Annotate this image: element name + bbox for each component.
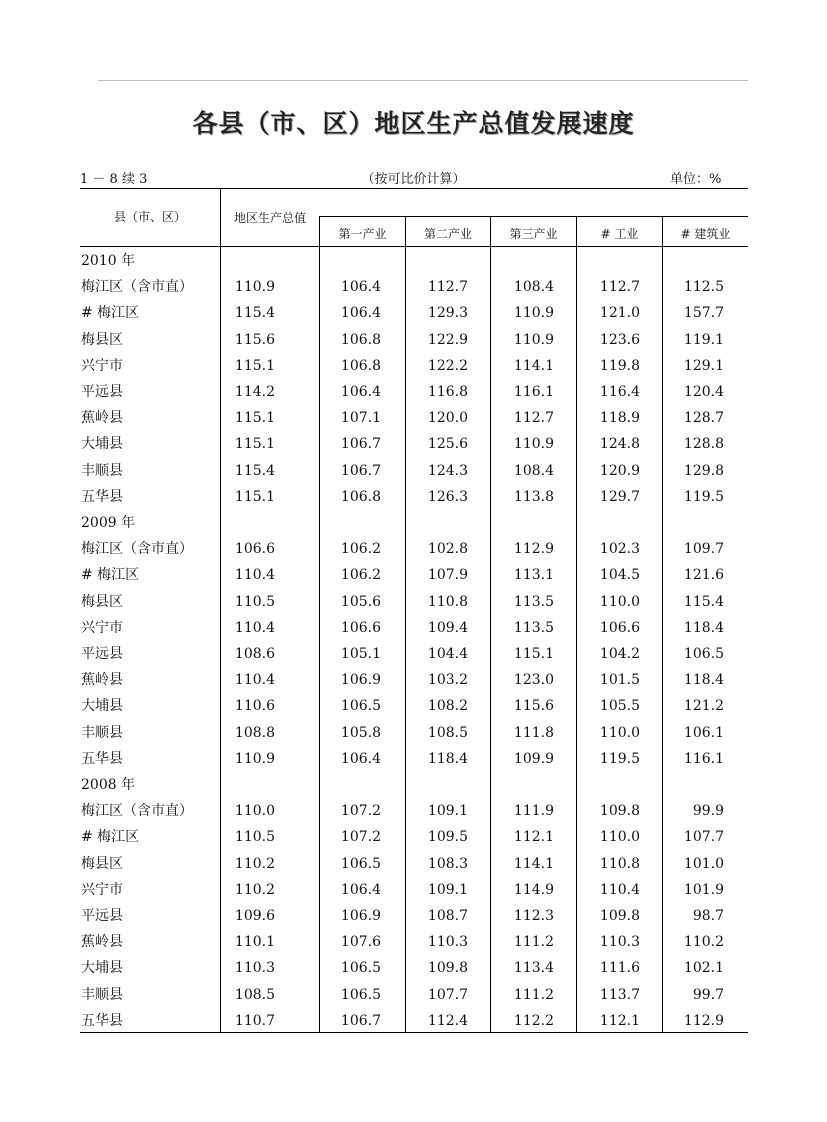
row-label: 蕉岭县 bbox=[81, 934, 123, 951]
value-cell: 115.6 bbox=[513, 698, 554, 715]
value-cell: 112.2 bbox=[513, 1012, 554, 1029]
value-cell: 110.9 bbox=[234, 279, 275, 296]
value-cell bbox=[406, 248, 468, 274]
value-cell: 110.0 bbox=[234, 803, 275, 820]
value-cell: 115.1 bbox=[513, 646, 554, 662]
value-cell: 110.9 bbox=[513, 305, 554, 322]
row-label: 梅江区（含市直） bbox=[81, 803, 193, 820]
value-cell: 114.9 bbox=[513, 881, 554, 898]
row-label: 2008 年 bbox=[81, 777, 136, 793]
value-cell: 102.1 bbox=[683, 960, 724, 977]
value-cell: 109.5 bbox=[427, 829, 468, 846]
value-cell: 112.9 bbox=[683, 1012, 724, 1029]
value-cell: 129.7 bbox=[599, 488, 640, 505]
value-cell: 115.6 bbox=[234, 331, 275, 348]
header-tertiary: 第三产业 bbox=[509, 227, 558, 241]
value-cell: 110.2 bbox=[234, 881, 275, 898]
value-cell: 108.5 bbox=[234, 986, 275, 1003]
header-region: 县（市、区） bbox=[113, 210, 186, 224]
table-row bbox=[80, 379, 748, 405]
value-cell bbox=[406, 510, 468, 536]
value-cell: 98.7 bbox=[692, 908, 724, 924]
value-cell: 99.7 bbox=[692, 986, 724, 1003]
value-cell: 115.4 bbox=[234, 305, 275, 322]
value-cell bbox=[577, 772, 640, 798]
row-label: 梅县区 bbox=[81, 331, 123, 348]
table-row bbox=[80, 484, 748, 510]
value-cell: 110.8 bbox=[599, 855, 640, 872]
table-row bbox=[80, 720, 748, 746]
value-cell bbox=[491, 510, 554, 536]
value-cell: 106.6 bbox=[340, 619, 381, 636]
value-cell: 109.7 bbox=[683, 541, 724, 558]
row-label: 丰顺县 bbox=[81, 724, 123, 741]
table-row bbox=[80, 562, 748, 588]
value-cell: 106.1 bbox=[683, 724, 724, 741]
value-cell: 119.5 bbox=[683, 488, 724, 505]
table-row bbox=[80, 851, 748, 877]
value-cell: 113.4 bbox=[513, 960, 554, 977]
table-row bbox=[80, 824, 748, 850]
row-label: # 梅江区 bbox=[81, 829, 140, 846]
value-cell: 106.8 bbox=[340, 331, 381, 348]
value-cell: 105.8 bbox=[340, 724, 381, 741]
value-cell: 123.0 bbox=[513, 672, 554, 689]
value-cell: 108.4 bbox=[513, 462, 554, 479]
value-cell: 106.7 bbox=[340, 436, 381, 453]
value-cell: 110.3 bbox=[599, 934, 640, 951]
value-cell: 112.5 bbox=[683, 279, 724, 296]
table-row bbox=[80, 405, 748, 431]
value-cell: 118.9 bbox=[599, 410, 640, 427]
table-row bbox=[80, 431, 748, 457]
value-cell: 126.3 bbox=[427, 488, 468, 505]
value-cell: 113.7 bbox=[599, 986, 640, 1003]
value-cell: 121.0 bbox=[599, 305, 640, 322]
row-label: 梅县区 bbox=[81, 855, 123, 872]
value-cell: 106.9 bbox=[340, 908, 381, 924]
value-cell: 106.7 bbox=[340, 1012, 381, 1029]
value-cell: 124.8 bbox=[599, 436, 640, 453]
value-cell bbox=[320, 510, 381, 536]
value-cell: 112.7 bbox=[599, 279, 640, 296]
value-cell: 119.1 bbox=[683, 331, 724, 348]
value-cell: 106.5 bbox=[683, 646, 724, 662]
table-id: 1 － 8 续 3 bbox=[80, 172, 148, 187]
value-cell: 110.3 bbox=[427, 934, 468, 951]
table-row bbox=[80, 641, 748, 667]
value-cell: 110.3 bbox=[234, 960, 275, 977]
value-cell: 106.2 bbox=[340, 541, 381, 558]
value-cell: 106.8 bbox=[340, 488, 381, 505]
value-cell: 122.9 bbox=[427, 331, 468, 348]
value-cell: 115.1 bbox=[234, 488, 275, 505]
value-cell: 105.6 bbox=[340, 593, 381, 610]
value-cell: 106.4 bbox=[340, 305, 381, 322]
value-cell: 110.0 bbox=[599, 829, 640, 846]
value-cell: 113.5 bbox=[513, 619, 554, 636]
table-row bbox=[80, 353, 748, 379]
value-cell: 108.7 bbox=[427, 908, 468, 924]
value-cell: 119.8 bbox=[599, 357, 640, 374]
value-cell: 123.6 bbox=[599, 331, 640, 348]
value-cell bbox=[491, 772, 554, 798]
table-row bbox=[80, 798, 748, 824]
value-cell: 113.5 bbox=[513, 593, 554, 610]
value-cell: 103.2 bbox=[427, 672, 468, 689]
subheader-top-border bbox=[319, 216, 748, 217]
value-cell: 108.4 bbox=[513, 279, 554, 296]
value-cell: 110.4 bbox=[234, 567, 275, 584]
value-cell: 107.1 bbox=[340, 410, 381, 427]
value-cell: 104.5 bbox=[599, 567, 640, 584]
value-cell: 109.8 bbox=[599, 803, 640, 820]
row-label: 平远县 bbox=[81, 646, 123, 662]
row-label: 兴宁市 bbox=[81, 357, 123, 374]
value-cell bbox=[491, 248, 554, 274]
table-row bbox=[80, 536, 748, 562]
row-label: 梅江区（含市直） bbox=[81, 279, 193, 296]
value-cell: 115.4 bbox=[683, 593, 724, 610]
value-cell bbox=[221, 248, 275, 274]
header-industry: # 工业 bbox=[600, 227, 639, 241]
value-cell: 111.6 bbox=[599, 960, 640, 977]
value-cell: 110.9 bbox=[513, 331, 554, 348]
value-cell: 99.9 bbox=[692, 803, 724, 820]
value-cell: 110.4 bbox=[234, 672, 275, 689]
value-cell: 116.4 bbox=[599, 384, 640, 400]
page-title: 各县（市、区）地区生产总值发展速度 bbox=[192, 109, 635, 138]
table-row bbox=[80, 929, 748, 955]
value-cell: 107.7 bbox=[683, 829, 724, 846]
value-cell: 128.8 bbox=[683, 436, 724, 453]
value-cell: 119.5 bbox=[599, 750, 640, 767]
value-cell: 104.4 bbox=[427, 646, 468, 662]
value-cell: 105.5 bbox=[599, 698, 640, 715]
row-label: 丰顺县 bbox=[81, 986, 123, 1003]
table-row bbox=[80, 667, 748, 693]
table-row bbox=[80, 327, 748, 353]
value-cell bbox=[577, 510, 640, 536]
value-cell: 111.8 bbox=[513, 724, 554, 741]
value-cell: 110.2 bbox=[683, 934, 724, 951]
row-label: 梅县区 bbox=[81, 593, 123, 610]
table-row bbox=[80, 982, 748, 1008]
value-cell: 125.6 bbox=[427, 436, 468, 453]
value-cell: 101.0 bbox=[683, 855, 724, 872]
table-row bbox=[80, 510, 748, 536]
value-cell: 122.2 bbox=[427, 357, 468, 374]
value-cell: 115.1 bbox=[234, 410, 275, 427]
value-cell: 118.4 bbox=[683, 672, 724, 689]
value-cell: 110.0 bbox=[599, 724, 640, 741]
value-cell: 109.8 bbox=[599, 908, 640, 924]
value-cell: 107.2 bbox=[340, 803, 381, 820]
value-cell bbox=[663, 772, 724, 798]
value-cell: 129.1 bbox=[683, 357, 724, 374]
value-cell: 129.3 bbox=[427, 305, 468, 322]
top-rule bbox=[98, 80, 748, 81]
value-cell bbox=[577, 248, 640, 274]
value-cell: 118.4 bbox=[683, 619, 724, 636]
value-cell: 114.2 bbox=[234, 384, 275, 400]
value-cell: 110.7 bbox=[234, 1012, 275, 1029]
header-bottom-border bbox=[80, 246, 748, 247]
value-cell: 106.4 bbox=[340, 881, 381, 898]
table-row bbox=[80, 772, 748, 798]
value-cell: 106.4 bbox=[340, 750, 381, 767]
header-gdp: 地区生产总值 bbox=[233, 211, 306, 225]
row-label: 大埔县 bbox=[81, 960, 123, 977]
table-row bbox=[80, 300, 748, 326]
table-row bbox=[80, 955, 748, 981]
row-label: 大埔县 bbox=[81, 436, 123, 453]
value-cell: 109.8 bbox=[427, 960, 468, 977]
value-cell: 110.1 bbox=[234, 934, 275, 951]
value-cell: 112.9 bbox=[513, 541, 554, 558]
table-row bbox=[80, 589, 748, 615]
value-cell: 110.6 bbox=[234, 698, 275, 715]
value-cell: 115.1 bbox=[234, 357, 275, 374]
value-cell: 108.3 bbox=[427, 855, 468, 872]
row-label: 平远县 bbox=[81, 384, 123, 400]
value-cell: 101.9 bbox=[683, 881, 724, 898]
value-cell: 106.6 bbox=[599, 619, 640, 636]
header-primary: 第一产业 bbox=[338, 227, 387, 241]
row-label: 2010 年 bbox=[81, 253, 136, 269]
value-cell: 101.5 bbox=[599, 672, 640, 689]
value-cell: 128.7 bbox=[683, 410, 724, 427]
value-cell: 112.3 bbox=[513, 908, 554, 924]
data-table bbox=[80, 188, 748, 1033]
value-cell: 121.6 bbox=[683, 567, 724, 584]
table-row bbox=[80, 458, 748, 484]
value-cell: 116.1 bbox=[683, 750, 724, 767]
value-cell: 116.1 bbox=[513, 384, 554, 400]
value-cell: 108.5 bbox=[427, 724, 468, 741]
row-label: 2009 年 bbox=[81, 515, 136, 531]
row-label: 蕉岭县 bbox=[81, 672, 123, 689]
row-label: 大埔县 bbox=[81, 698, 123, 715]
table-row bbox=[80, 693, 748, 719]
row-label: 五华县 bbox=[81, 750, 123, 767]
value-cell: 107.2 bbox=[340, 829, 381, 846]
value-cell: 105.1 bbox=[340, 646, 381, 662]
value-cell: 102.8 bbox=[427, 541, 468, 558]
value-cell bbox=[221, 772, 275, 798]
value-cell: 120.9 bbox=[599, 462, 640, 479]
value-cell bbox=[320, 772, 381, 798]
table-row bbox=[80, 615, 748, 641]
value-cell: 110.0 bbox=[599, 593, 640, 610]
value-cell: 110.9 bbox=[513, 436, 554, 453]
value-cell: 112.4 bbox=[427, 1012, 468, 1029]
row-label: 五华县 bbox=[81, 1012, 123, 1029]
row-label: 平远县 bbox=[81, 908, 123, 924]
value-cell: 106.7 bbox=[340, 462, 381, 479]
value-cell: 112.7 bbox=[427, 279, 468, 296]
value-cell: 106.4 bbox=[340, 384, 381, 400]
value-cell: 114.1 bbox=[513, 357, 554, 374]
value-cell: 115.4 bbox=[234, 462, 275, 479]
table-row bbox=[80, 274, 748, 300]
row-label: 蕉岭县 bbox=[81, 410, 123, 427]
value-cell: 109.1 bbox=[427, 803, 468, 820]
value-cell: 106.4 bbox=[340, 279, 381, 296]
row-label: 梅江区（含市直） bbox=[81, 541, 193, 558]
value-cell: 112.1 bbox=[599, 1012, 640, 1029]
row-label: # 梅江区 bbox=[81, 567, 140, 584]
value-cell: 120.0 bbox=[427, 410, 468, 427]
value-cell: 110.2 bbox=[234, 855, 275, 872]
value-cell: 110.9 bbox=[234, 750, 275, 767]
table-row bbox=[80, 1008, 748, 1034]
value-cell: 112.7 bbox=[513, 410, 554, 427]
value-cell: 110.5 bbox=[234, 829, 275, 846]
value-cell: 121.2 bbox=[683, 698, 724, 715]
value-cell: 106.2 bbox=[340, 567, 381, 584]
value-cell bbox=[320, 248, 381, 274]
value-cell: 106.5 bbox=[340, 698, 381, 715]
value-cell: 109.6 bbox=[234, 908, 275, 924]
value-cell bbox=[663, 510, 724, 536]
header-secondary: 第二产业 bbox=[423, 227, 472, 241]
calc-note: （按可比价计算） bbox=[361, 172, 466, 187]
header-construction: # 建筑业 bbox=[680, 227, 731, 241]
value-cell: 106.9 bbox=[340, 672, 381, 689]
value-cell: 106.6 bbox=[234, 541, 275, 558]
value-cell: 111.2 bbox=[513, 934, 554, 951]
row-label: 兴宁市 bbox=[81, 881, 123, 898]
value-cell: 110.8 bbox=[427, 593, 468, 610]
value-cell: 111.2 bbox=[513, 986, 554, 1003]
value-cell: 124.3 bbox=[427, 462, 468, 479]
value-cell bbox=[406, 772, 468, 798]
value-cell: 114.1 bbox=[513, 855, 554, 872]
table-row bbox=[80, 903, 748, 929]
value-cell: 104.2 bbox=[599, 646, 640, 662]
unit-label: 单位：% bbox=[670, 172, 722, 187]
value-cell: 106.5 bbox=[340, 855, 381, 872]
value-cell: 109.4 bbox=[427, 619, 468, 636]
value-cell: 115.1 bbox=[234, 436, 275, 453]
value-cell bbox=[663, 248, 724, 274]
value-cell: 102.3 bbox=[599, 541, 640, 558]
value-cell: 157.7 bbox=[683, 305, 724, 322]
value-cell: 129.8 bbox=[683, 462, 724, 479]
value-cell: 116.8 bbox=[427, 384, 468, 400]
value-cell: 111.9 bbox=[513, 803, 554, 820]
row-label: 丰顺县 bbox=[81, 462, 123, 479]
value-cell: 110.4 bbox=[599, 881, 640, 898]
row-label: # 梅江区 bbox=[81, 305, 140, 322]
row-label: 兴宁市 bbox=[81, 619, 123, 636]
value-cell: 109.9 bbox=[513, 750, 554, 767]
value-cell: 113.1 bbox=[513, 567, 554, 584]
value-cell: 108.6 bbox=[234, 646, 275, 662]
value-cell: 107.9 bbox=[427, 567, 468, 584]
value-cell: 106.8 bbox=[340, 357, 381, 374]
value-cell: 107.6 bbox=[340, 934, 381, 951]
value-cell: 109.1 bbox=[427, 881, 468, 898]
table-row bbox=[80, 248, 748, 274]
value-cell: 113.8 bbox=[513, 488, 554, 505]
value-cell: 120.4 bbox=[683, 384, 724, 400]
value-cell: 106.5 bbox=[340, 986, 381, 1003]
value-cell: 108.2 bbox=[427, 698, 468, 715]
value-cell: 110.5 bbox=[234, 593, 275, 610]
table-row bbox=[80, 877, 748, 903]
value-cell: 112.1 bbox=[513, 829, 554, 846]
value-cell: 106.5 bbox=[340, 960, 381, 977]
value-cell bbox=[221, 510, 275, 536]
value-cell: 107.7 bbox=[427, 986, 468, 1003]
value-cell: 110.4 bbox=[234, 619, 275, 636]
value-cell: 108.8 bbox=[234, 724, 275, 741]
row-label: 五华县 bbox=[81, 488, 123, 505]
value-cell: 118.4 bbox=[427, 750, 468, 767]
table-top-border bbox=[80, 188, 748, 189]
table-row bbox=[80, 746, 748, 772]
